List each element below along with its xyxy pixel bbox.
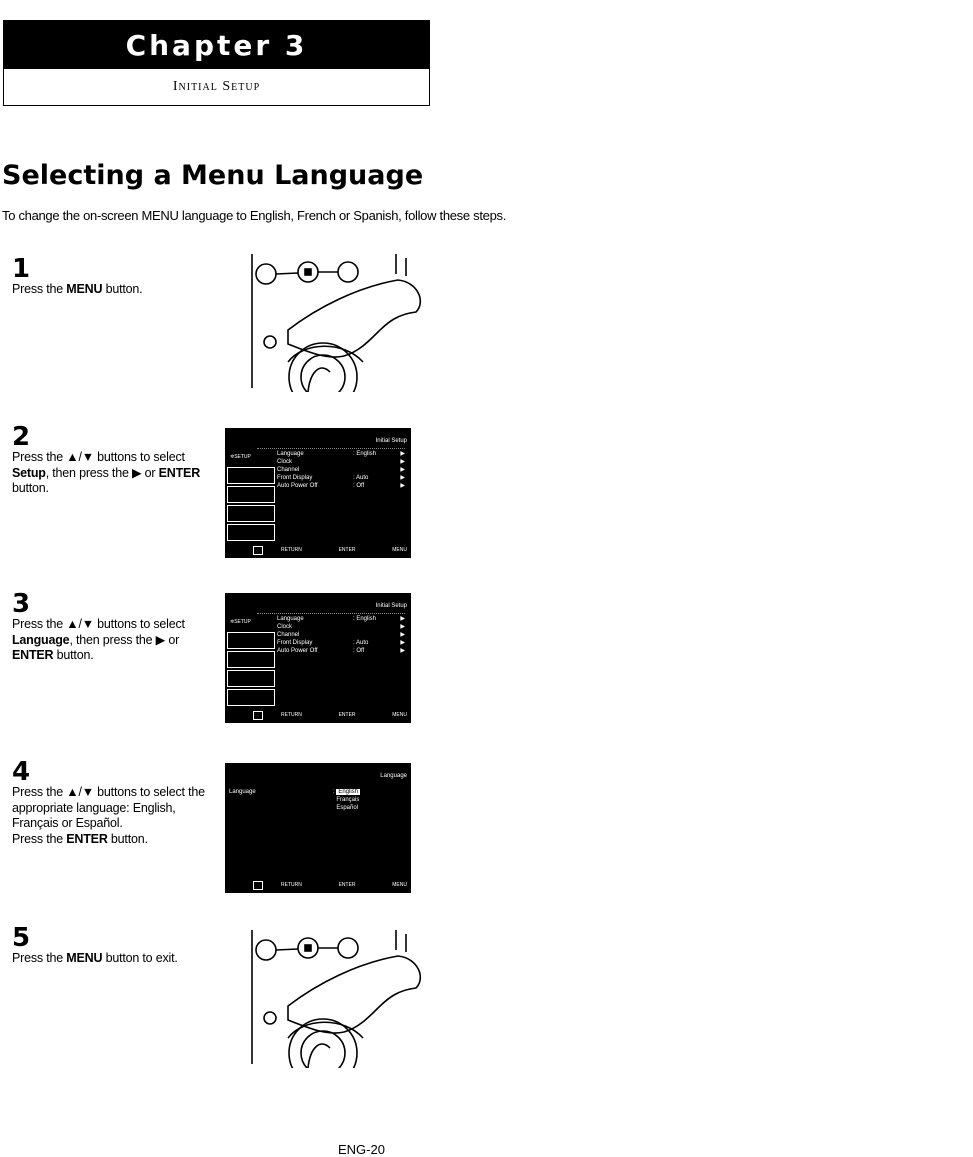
screen-header: Initial Setup (375, 603, 407, 609)
list-item: Clock ▶ (277, 624, 405, 630)
tab-dvd-icon (227, 689, 275, 706)
page-number: ENG-20 (338, 1142, 385, 1157)
screen-header: Language (380, 773, 407, 779)
step-number: 4 (12, 757, 31, 787)
list-item: Channel ▶ (277, 467, 405, 473)
list-item: Front Display : Auto ▶ (277, 640, 405, 646)
tab-setup: ✲ SETUP (230, 453, 251, 460)
chapter-subtitle: Initial Setup (172, 79, 261, 94)
step-number: 5 (12, 923, 31, 953)
list-item: Language : English ▶ (277, 451, 405, 457)
step-number: 2 (12, 422, 31, 452)
page-title: Selecting a Menu Language (2, 160, 424, 191)
language-label: Language (229, 789, 256, 795)
screen-header: Initial Setup (375, 438, 407, 444)
step-number: 3 (12, 589, 31, 619)
intro-text: To change the on-screen MENU language to English, French or Spanish, follow these steps. (2, 208, 507, 223)
screen-nav-icon (253, 881, 263, 890)
step-instruction: Press the MENU button. (12, 282, 143, 296)
screen-divider (257, 613, 405, 614)
list-item: : English (333, 789, 359, 795)
step-4 (12, 759, 217, 847)
language-options (333, 788, 360, 812)
setup-options (277, 450, 405, 490)
list-item: Français (336, 797, 360, 803)
setup-options (277, 615, 405, 655)
screen-footer: RETURN ENTER MENU (281, 712, 407, 718)
chapter-title: Chapter 3 (4, 21, 429, 69)
list-item: Language : English ▶ (277, 616, 405, 622)
setup-menu-screen (225, 428, 411, 558)
list-item: Español (336, 805, 359, 811)
step-3 (12, 591, 217, 664)
menu-tabs (227, 613, 275, 708)
list-item: Channel ▶ (277, 632, 405, 638)
step-instruction: Press the ▲/▼ buttons to select Language, then press the ▶ or ENTER button. (12, 617, 185, 662)
list-item: Front Display : Auto ▶ (277, 475, 405, 481)
step-number: 1 (12, 254, 31, 284)
screen-nav-icon (253, 546, 263, 555)
tab-display-icon (227, 486, 275, 503)
list-item: Auto Power Off : Off ▶ (277, 483, 405, 489)
tab-audio-icon (227, 670, 275, 687)
screen-footer: RETURN ENTER MENU (281, 882, 407, 888)
setup-menu-screen (225, 593, 411, 723)
remote-menu-button-illustration (248, 928, 428, 1068)
tab-audio-icon (227, 505, 275, 522)
language-menu-screen (225, 763, 411, 893)
chapter-header (3, 20, 430, 106)
step-1 (12, 256, 217, 298)
gear-icon: ✲ (230, 618, 235, 625)
screen-divider (257, 448, 405, 449)
step-instruction: Press the MENU button to exit. (12, 951, 178, 965)
tab-disc-menu-icon (227, 632, 275, 649)
gear-icon: ✲ (230, 453, 235, 460)
step-instruction: Press the ▲/▼ buttons to select Setup, then press the ▶ or ENTER button. (12, 450, 201, 495)
tab-dvd-icon (227, 524, 275, 541)
step-instruction: Press the ▲/▼ buttons to select the appropriate language: English, Français or Español. Press the ENTER button. (12, 785, 205, 846)
list-item: Clock ▶ (277, 459, 405, 465)
remote-menu-button-illustration (248, 252, 428, 392)
tab-setup: ✲ SETUP (230, 618, 251, 625)
screen-nav-icon (253, 711, 263, 720)
step-2 (12, 424, 217, 497)
step-5 (12, 925, 217, 967)
list-item: Auto Power Off : Off ▶ (277, 648, 405, 654)
tab-disc-menu-icon (227, 467, 275, 484)
screen-footer: RETURN ENTER MENU (281, 547, 407, 553)
menu-tabs (227, 448, 275, 543)
tab-display-icon (227, 651, 275, 668)
